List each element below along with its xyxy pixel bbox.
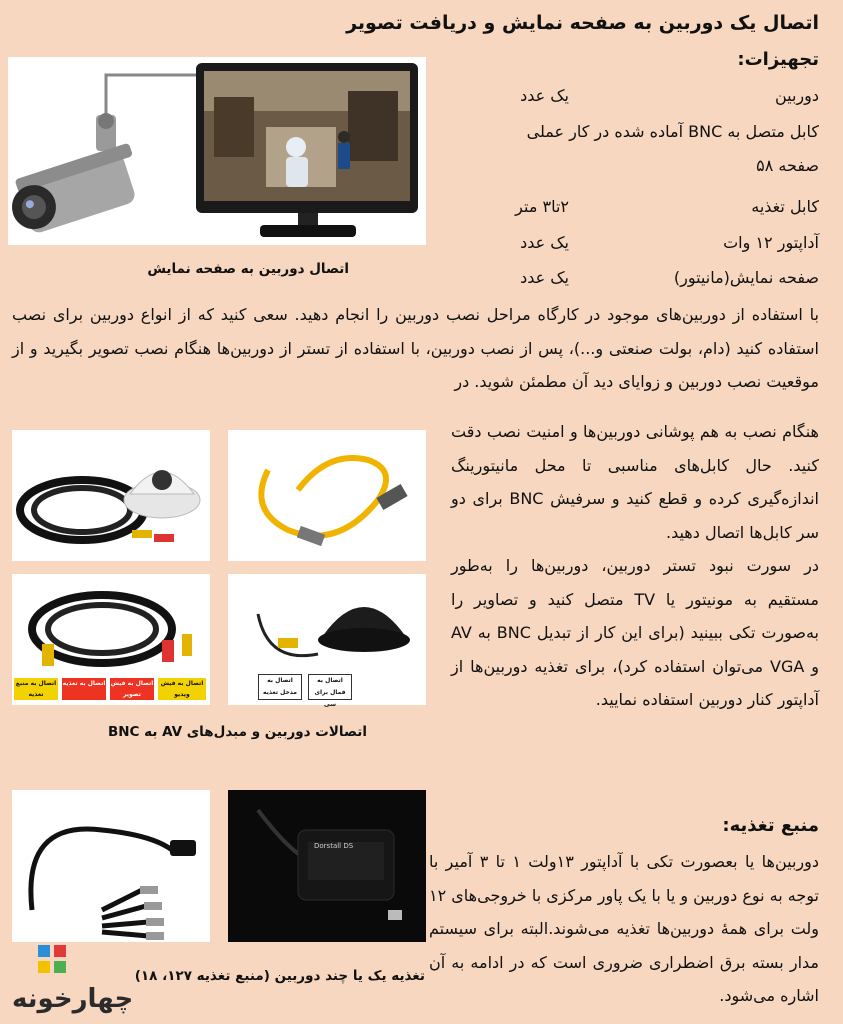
photo-label: اتصال به تغذیه xyxy=(62,678,106,700)
equipment-name: کابل تغذیه xyxy=(751,197,819,216)
camera-monitor-photo xyxy=(8,57,426,245)
equipment-qty: یک عدد xyxy=(520,86,569,105)
logo-mark xyxy=(28,945,84,979)
power-heading: منبع تغذیه: xyxy=(722,815,819,836)
logo-square xyxy=(38,945,50,957)
camera-monitor-caption: اتصال دوربین به صفحه نمایش xyxy=(147,261,349,277)
equipment-row xyxy=(429,122,819,158)
body-paragraph xyxy=(12,298,819,399)
body-column-text-2: در سورت نبود تستر دوربین، دوربین‌ها را به‌طور مستقیم به مونیتور یا TV متصل کنید و تصاویر را به‌صورت تکی ببینید (برای این کار از تبدیل BNC به AV و VGA می‌توان استفاده کرد)، برای تغذیه دوربین‌ها از آداپتور کنار دوربین استفاده نمایید. xyxy=(451,556,819,709)
body-column xyxy=(451,415,819,717)
equipment-heading: تجهیزات: xyxy=(737,49,819,70)
adapter-brand: Dorstall DS xyxy=(314,842,354,850)
power-split-caption: تغذیه یک یا چند دوربین (منبع تغذیه ۱۲۷، ۱۸) xyxy=(134,968,425,984)
equipment-row xyxy=(429,233,819,269)
power-paragraph xyxy=(429,845,819,1013)
photo-label: اتصال به فمال برای سی xyxy=(308,674,352,700)
equipment-name: صفحه نمایش(مانیتور) xyxy=(673,268,819,287)
equipment-qty: یک عدد xyxy=(520,268,569,287)
photo-label: اتصال به منبع تغذیه xyxy=(15,680,57,698)
equipment-row xyxy=(429,86,819,122)
body-paragraph-text: با استفاده از دوربین‌های موجود در کارگاه مراحل نصب دوربین را انجام دهید. سعی کنید که از انواع دوربین برای نصب استفاده کنید (دام، بولت صنعتی و...)، پس از نصب دوربین، با استفاده از تستر از دوربین‌ها هنگام نصب تصویر بگیرید و از موقعیت نصب دوربین و زوایای دید آن مطمئن شوید. در xyxy=(12,305,819,391)
photo-label: اتصال به مدخل تغذیه xyxy=(258,674,302,700)
photo-label: اتصال به فیش ویدیو xyxy=(158,678,206,700)
equipment-name: صفحه ۵۸ xyxy=(756,156,819,175)
logo-square xyxy=(54,961,66,973)
av-bnc-cable-photo xyxy=(12,574,210,705)
dome-camera-cable-photo xyxy=(12,430,210,561)
power-paragraph-text: دوربین‌ها یا بعصورت تکی با آداپتور ۱۳ولت ۱ تا ۳ آمیر با توجه به نوع دوربین و یا با یک پاور مرکزی با خروجی‌های ۱۲ ولت برای همهٔ دوربین‌ها تغذیه می‌شوند.البته برای سیستم مدار بسته برق اضطراری ضروری است که در ادامه به آن اشاره می‌شود. xyxy=(429,852,819,1005)
equipment-qty: یک عدد xyxy=(520,233,569,252)
equipment-qty: ۲تا۳ متر xyxy=(515,197,569,216)
bnc-cable-photo xyxy=(228,430,426,561)
equipment-name: آداپتور ۱۲ وات xyxy=(723,233,819,252)
photo-label: اتصال به فیش تصویر xyxy=(110,680,154,698)
logo-square xyxy=(38,961,50,973)
logo-text: چهارخونه xyxy=(12,984,134,1014)
dome-camera-photo xyxy=(228,574,426,708)
equipment-row xyxy=(429,197,819,233)
power-splitter-photo xyxy=(12,790,210,942)
page-title: اتصال یک دوربین به صفحه نمایش و دریافت تصویر xyxy=(346,12,819,34)
equipment-name: کابل متصل به BNC آماده شده در کار عملی xyxy=(526,122,819,141)
body-column-text-1: هنگام نصب به هم پوشانی دوربین‌ها و امنیت نصب دقت کنید. حال کابل‌های مناسبی تا محل مانیتورینگ اندازه‌گیری کرده و قطع کنید و سرفیش BNC برای دو سر کابل‌ها اتصال دهید. xyxy=(451,422,819,542)
equipment-name: دوربین xyxy=(774,86,819,105)
logo-square xyxy=(54,945,66,957)
equipment-row xyxy=(429,156,819,192)
power-adapter-photo xyxy=(228,790,426,942)
connectors-caption: اتصالات دوربین و مبدل‌های AV به BNC xyxy=(107,724,367,740)
